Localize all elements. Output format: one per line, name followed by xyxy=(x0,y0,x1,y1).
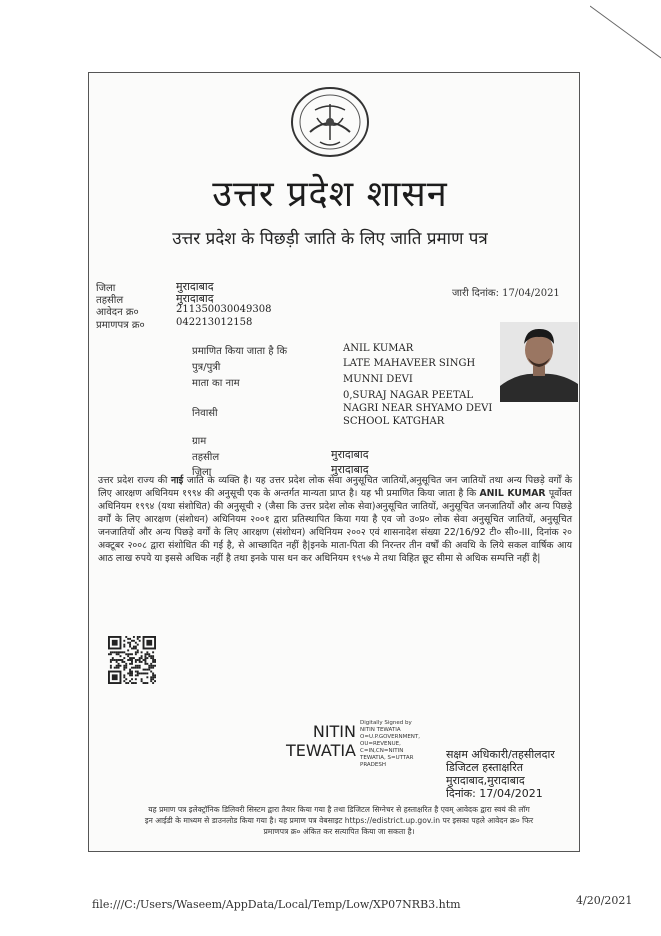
district-label: जिला xyxy=(96,283,116,294)
mother-label: माता का नाम xyxy=(192,378,240,389)
dsig-line: TEWATIA, S=UTTAR xyxy=(360,755,414,761)
print-file-path: file:///C:/Users/Waseem/AppData/Local/Temp/Low/XP07NRB3.htm xyxy=(92,898,461,911)
corner-fold-mark xyxy=(590,0,661,60)
application-number-label: आवेदन क्र० xyxy=(96,307,139,318)
digital-signature-details xyxy=(360,720,446,769)
up-state-emblem-icon xyxy=(285,84,375,160)
residence-label: निवासी xyxy=(192,408,218,419)
signer-last-name: TEWATIA xyxy=(286,741,356,760)
address-line-1: 0,SURAJ NAGAR PEETAL xyxy=(343,390,473,401)
qr-code-icon xyxy=(108,636,156,684)
signer-first-name: NITIN xyxy=(312,722,356,741)
body-applicant-name: ANIL KUMAR xyxy=(479,488,546,499)
page-title: उत्तर प्रदेश शासन xyxy=(212,174,448,215)
dsig-line: Digitally Signed by xyxy=(360,720,412,726)
authority-date: दिनांक: 17/04/2021 xyxy=(446,787,543,800)
certify-label: प्रमाणित किया जाता है कि xyxy=(192,346,288,357)
body-text-2a: यह भी प्रमाणित किया जाता है कि xyxy=(360,488,480,499)
tehsil-label: तहसील xyxy=(96,295,124,306)
dsig-line: PRADESH xyxy=(360,762,387,768)
body-text-1a: उत्तर प्रदेश राज्य की xyxy=(98,475,172,486)
authority-block xyxy=(446,748,555,800)
certificate-number-value: 042213012158 xyxy=(176,317,253,328)
footer-line-2: इन आईडी के माध्यम से डाउनलोड किया गया है। यह प्रमाण पत्र वेबसाइट https://edistrict.up.gov.in पर इसका पहले आवेदन क्र० फिर xyxy=(144,816,534,825)
footer-line-1: यह प्रमाण पत्र इलेक्ट्रॉनिक डिलिवरी सिस्टम द्वारा तैयार किया गया है तथा डिजिटल सिग्नेचर से हस्ताक्षरित है एवम् आवेदक द्वारा स्वयं की लॉग xyxy=(148,805,530,814)
verification-footer xyxy=(104,804,574,837)
applicant-photo-image xyxy=(500,322,578,402)
body-text-2b: पूर्वोक्त अधिनियम १९९४ (यथा संशोधित) की अनुसूची २ (जैसा कि उत्तर प्रदेश लोक सेवा)अनुसूचित जातियों, अनुसूचित जनजातियों और अन्य पिछड़े वर्गों के लिए आरक्षण (संशोधन) अधिनियम २००१ द्वारा प्रतिस्थापित किया गया है एव जो उ०प्र० लोक सेवा अनुसूचित जातियों, अनुसूचित जनजातियों और अन्य पिछड़े वर्गों के लिए आरक्षण (संशोधन) अधिनियम २००२ एवं शासनादेश संख्या 22/16/92 टी० सी०-III, दिनांक २० अक्टूबर २००८ द्वारा संशोधित की गई है, से आच्छादित नहीं है|इनके माता-पिता की निरन्तर तीन वर्षों की अवधि के लिये सकल वार्षिक आय आठ लाख रुपये या इससे अधिक नहीं है तथा इनके पास धन कर अधिनियम १९५७ मे तथा विहित छूट सीमा से अधिक सम्पत्ति नहीं है| xyxy=(98,488,572,564)
certificate-number-label: प्रमाणपत्र क्र० xyxy=(96,320,145,331)
body-text-1b: जाति के व्यक्ति है। यह उत्तर प्रदेश लोक सेवा अनुसूचित जातियों,अनुसूचित जन जातियों तथा अन्य पिछड़े वर्गों के लिए आरक्षण अधिनियम १९९४ की अनुसूची एक के अन्तर्गत मान्यता प्राप्त है। xyxy=(98,475,572,499)
issue-date-value: 17/04/2021 xyxy=(502,288,560,299)
district-value: मुरादाबाद xyxy=(176,280,214,293)
authority-location: मुरादाबाद,मुरादाबाद xyxy=(446,774,525,787)
dsig-line: O=U.P.GOVERNMENT, xyxy=(360,734,421,740)
print-date: 4/20/2021 xyxy=(576,894,633,907)
dsig-line: OU=REVENUE, xyxy=(360,741,401,747)
signer-name xyxy=(282,722,356,760)
father-name: LATE MAHAVEER SINGH xyxy=(343,358,476,369)
issue-date xyxy=(452,285,560,299)
detail-district-label: जिला xyxy=(192,467,212,478)
village-label: ग्राम xyxy=(192,436,207,447)
authority-digital: डिजिटल हस्ताक्षरित xyxy=(446,761,523,774)
application-number-value: 211350030049308 xyxy=(176,304,272,315)
address-line-3: SCHOOL KATGHAR xyxy=(343,416,445,427)
footer-line-3: प्रमाणपत्र क्र० अंकित कर सत्यापित किया जा सकता है। xyxy=(263,827,415,836)
caste-name: नाई xyxy=(171,475,184,486)
certificate-body xyxy=(98,474,572,565)
authority-title: सक्षम अधिकारी/तहसीलदार xyxy=(446,748,555,761)
mother-name: MUNNI DEVI xyxy=(343,374,413,385)
applicant-name: ANIL KUMAR xyxy=(343,343,414,354)
address-line-2: NAGRI NEAR SHYAMO DEVI xyxy=(343,403,493,414)
dsig-line: NITIN TEWATIA xyxy=(360,727,401,733)
tehsil-value: मुरादाबाद xyxy=(176,292,214,305)
certificate-subtitle: उत्तर प्रदेश के पिछड़ी जाति के लिए जाति प्रमाण पत्र xyxy=(172,229,488,249)
applicant-photo xyxy=(500,322,578,402)
detail-tehsil-label: तहसील xyxy=(192,452,220,463)
detail-tehsil-value: मुरादाबाद xyxy=(331,448,369,461)
detail-district-value: मुरादाबाद xyxy=(331,463,369,476)
issue-date-label: जारी दिनांक: xyxy=(452,288,499,299)
parent-label: पुत्र/पुत्री xyxy=(192,362,221,373)
dsig-line: C=IN,CN=NITIN xyxy=(360,748,404,754)
